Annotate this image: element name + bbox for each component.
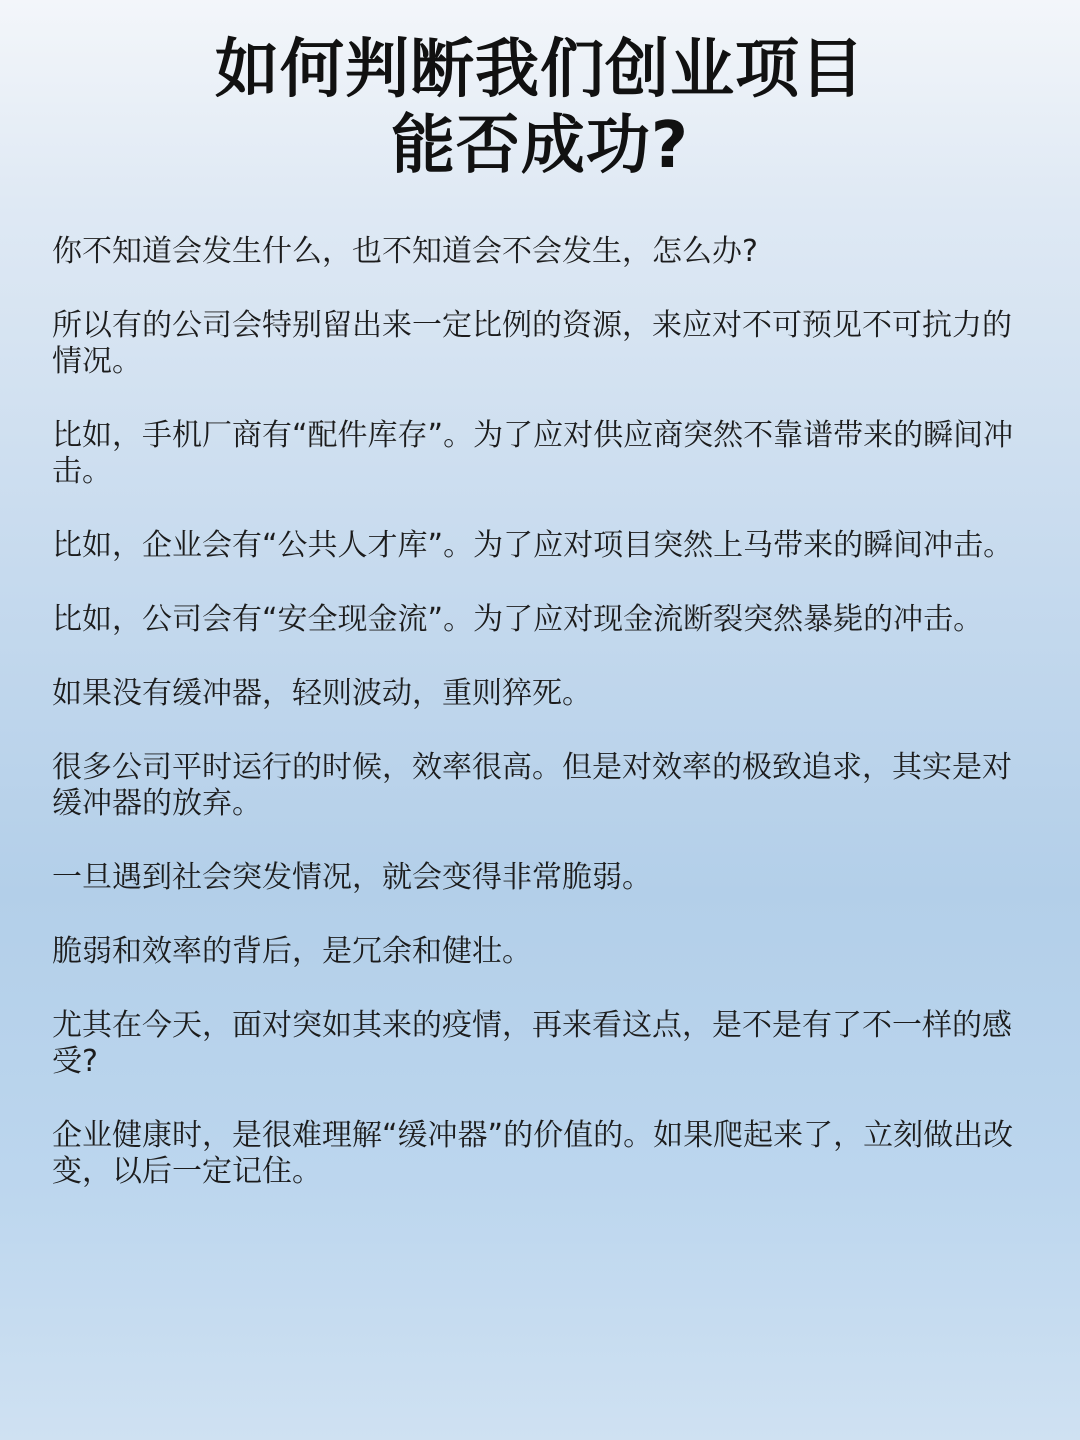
paragraph-6: 如果没有缓冲器，轻则波动，重则猝死。 (52, 676, 592, 711)
article-body (52, 234, 1028, 1190)
paragraph-11: 企业健康时，是很难理解“缓冲器”的价值的。如果爬起来了，立刻做出改变，以后一定记住。 (52, 1118, 1014, 1189)
paragraph-5: 比如，公司会有“安全现金流”。为了应对现金流断裂突然暴毙的冲击。 (52, 602, 984, 637)
paragraph-8: 一旦遇到社会突发情况，就会变得非常脆弱。 (52, 860, 652, 895)
paragraph-10: 尤其在今天，面对突如其来的疫情，再来看这点，是不是有了不一样的感受? (52, 1008, 1012, 1079)
paragraph-2: 所以有的公司会特别留出来一定比例的资源，来应对不可预见不可抗力的情况。 (52, 308, 1012, 379)
paragraph-9: 脆弱和效率的背后，是冗余和健壮。 (52, 934, 532, 969)
title-line-2: 能否成功? (390, 109, 690, 183)
paragraph-3: 比如，手机厂商有“配件库存”。为了应对供应商突然不靠谱带来的瞬间冲击。 (52, 418, 1014, 489)
page-title (52, 32, 1028, 184)
title-line-1: 如何判断我们创业项目 (215, 33, 865, 107)
paragraph-7: 很多公司平时运行的时候，效率很高。但是对效率的极致追求，其实是对缓冲器的放弃。 (52, 750, 1012, 821)
paragraph-4: 比如，企业会有“公共人才库”。为了应对项目突然上马带来的瞬间冲击。 (52, 528, 1014, 563)
paragraph-1: 你不知道会发生什么，也不知道会不会发生，怎么办? (52, 234, 758, 269)
